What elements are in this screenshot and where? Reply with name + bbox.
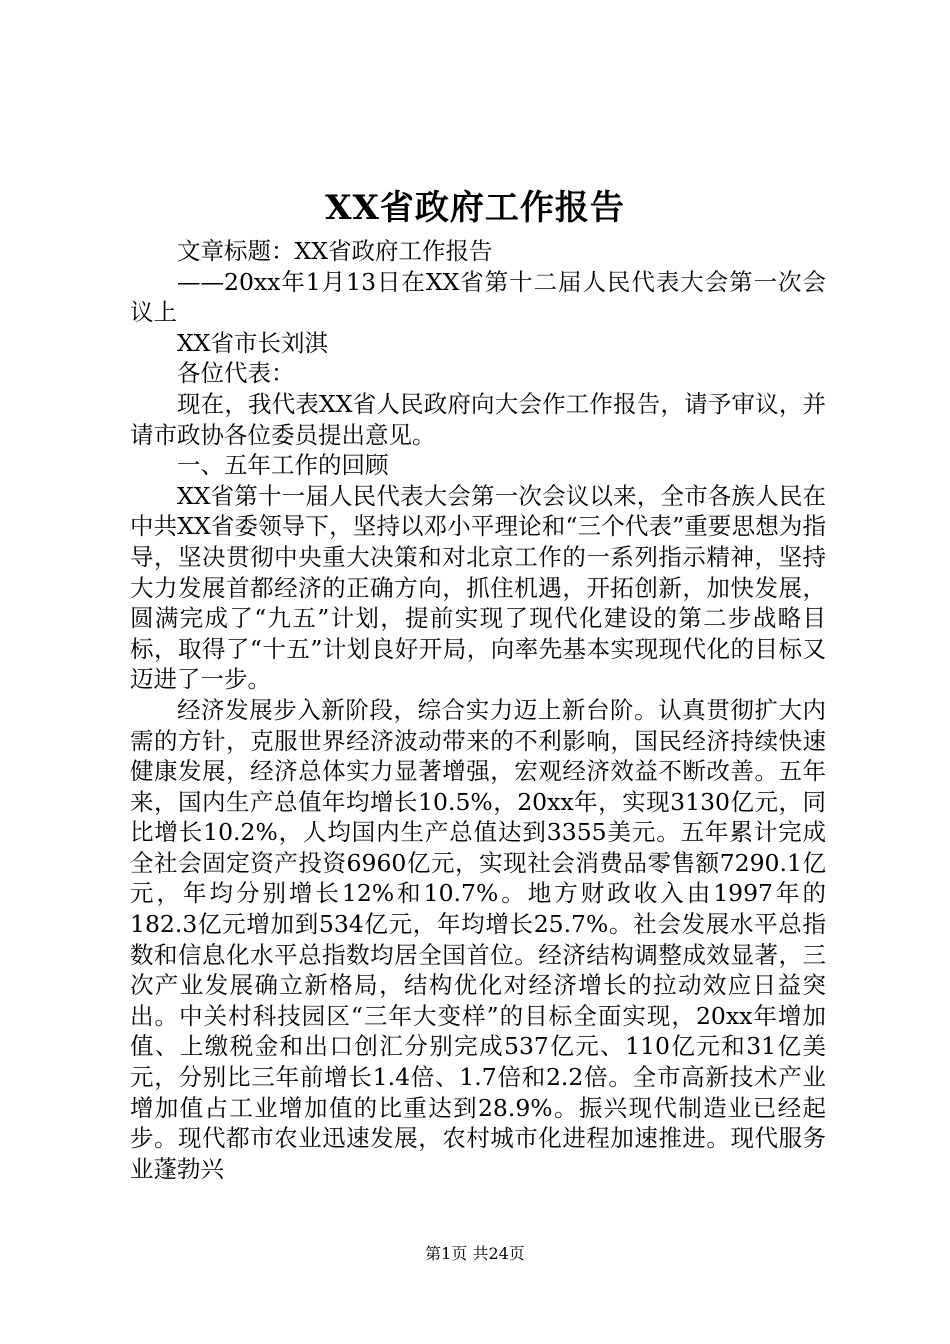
meeting-info-line: ——20xx年1月13日在XX省第十二届人民代表大会第一次会议上 bbox=[130, 267, 826, 327]
page-title: XX省政府工作报告 bbox=[325, 188, 625, 228]
speaker-line: XX省市长刘淇 bbox=[177, 328, 328, 357]
review-paragraph: XX省第十一届人民代表大会第一次会议以来，全市各族人民在中共XX省委领导下，坚持以邓小平理论和“三个代表”重要思想为指导，坚决贯彻中央重大决策和对北京工作的一系列指示精神，坚持大力发展首都经济的正确方向，抓住机遇，开拓创新，加快发展，圆满完成了“九五”计划，提前实现了现代化建设的第二步战略目标，取得了“十五”计划良好开局，向率先基本实现现代化的目标又迈进了一步。 bbox=[130, 481, 826, 694]
intro-paragraph: 现在，我代表XX省人民政府向大会作工作报告，请予审议，并请市政协各位委员提出意见。 bbox=[130, 389, 826, 449]
salutation-line: 各位代表： bbox=[177, 359, 295, 388]
economy-paragraph: 经济发展步入新阶段，综合实力迈上新台阶。认真贯彻扩大内需的方针，克服世界经济波动带来的不利影响，国民经济持续快速健康发展，经济总体实力显著增强，宏观经济效益不断改善。五年来，国内生产总值年均增长10.5%，20xx年，实现3130亿元，同比增长10.2%，人均国内生产总值达到3355美元。五年累计完成全社会固定资产投资6960亿元，实现社会消费品零售额7290.1亿元，年均分别增长12%和10.7%。地方财政收入由1997年的182.3亿元增加到534亿元，年均增长25.7%。社会发展水平总指数和信息化水平总指数均居全国首位。经济结构调整成效显著，三次产业发展确立新格局，结构优化对经济增长的拉动效应日益突出。中关村科技园区“三年大变样”的目标全面实现，20xx年增加值、上缴税金和出口创汇分别完成537亿元、110亿元和31亿美元，分别比三年前增长1.4倍、1.7倍和2.2倍。全市高新技术产业增加值占工业增加值的比重达到28.9%。振兴现代制造业已经起步。现代都市农业迅速发展，农村城市化进程加速推进。现代服务业蓬勃兴 bbox=[130, 695, 826, 1183]
document-body bbox=[130, 236, 826, 1184]
page-footer: 第1页 共24页 bbox=[425, 1244, 525, 1263]
section-heading: 一、五年工作的回顾 bbox=[177, 451, 389, 480]
article-title-line: 文章标题：XX省政府工作报告 bbox=[177, 237, 493, 265]
